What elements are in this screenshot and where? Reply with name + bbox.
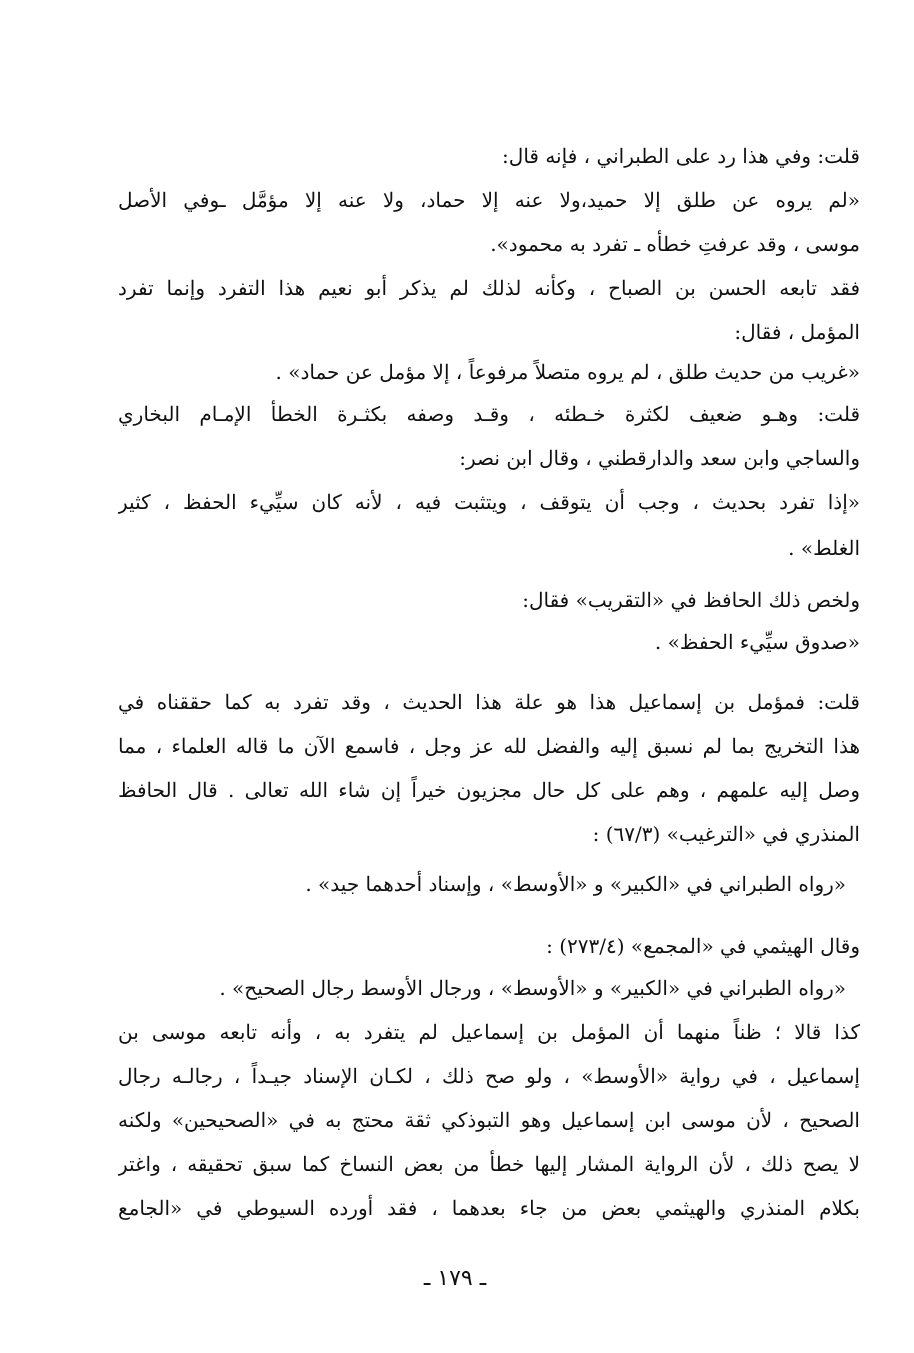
text-line-21: إسماعيل ، في رواية «الأوسط» ، ولو صح ذلك ، لكـان الإسناد جيـداً ، رجالـه رجال <box>118 1064 860 1088</box>
text-line-14: هذا التخريج بما لم نسبق إليه والفضل لله عز وجل ، فاسمع الآن ما قاله العلماء ، مما <box>118 734 860 758</box>
text-line-9: «إذا تفرد بحديث ، وجب أن يتوقف ، ويتثبت فيه ، لأنه كان سيِّيء الحفظ ، كثير <box>118 490 860 514</box>
text-line-8: والساجي وابن سعد والدارقطني ، وقال ابن نصر: <box>459 446 860 470</box>
page-number: ـ ١٧٩ ـ <box>423 1266 487 1291</box>
text-line-3: موسى ، وقد عرفتِ خطأه ـ تفرد به محمود». <box>490 232 860 256</box>
text-line-15: وصل إليه علمهم ، وهم على كل حال مجزيون خيراً إن شاء الله تعالى . قال الحافظ <box>118 778 860 802</box>
text-line-13: قلت: فمؤمل بن إسماعيل هذا هو علة هذا الحديث ، وقد تفرد به كما حققناه في <box>118 690 860 714</box>
text-line-6: «غريب من حديث طلق ، لم يروه متصلاً مرفوعاً ، إلا مؤمل عن حماد» . <box>275 360 860 384</box>
text-line-1: قلت: وفي هذا رد على الطبراني ، فإنه قال: <box>502 144 860 168</box>
text-line-23: لا يصح ذلك ، لأن الرواية المشار إليها خطأ من بعض النساخ كما سبق تحقيقه ، واغتر <box>118 1152 860 1176</box>
text-line-16: المنذري في «الترغيب» (٦٧/٣) : <box>592 822 860 846</box>
text-line-20: كذا قالا ؛ ظناً منهما أن المؤمل بن إسماعيل لم يتفرد به ، وأنه تابعه موسى بن <box>118 1020 860 1044</box>
text-line-5: المؤمل ، فقال: <box>734 320 860 344</box>
text-line-7: قلت: وهـو ضعيف لكثرة خـطئه ، وقـد وصفه بكثـرة الخطأ الإمـام البخاري <box>118 402 860 426</box>
text-line-4: فقد تابعه الحسن بن الصباح ، وكأنه لذلك لم يذكر أبو نعيم هذا التفرد وإنما تفرد <box>118 276 860 300</box>
text-line-24: بكلام المنذري والهيثمي بعض من جاء بعدهما ، فقد أورده السيوطي في «الجامع <box>118 1196 860 1220</box>
text-line-11: ولخص ذلك الحافظ في «التقريب» فقال: <box>522 588 860 612</box>
text-line-2: «لم يروه عن طلق إلا حميد،ولا عنه إلا حماد، ولا عنه إلا مؤمَّل ـوفي الأصل <box>118 188 860 212</box>
text-line-12: «صدوق سيِّيء الحفظ» . <box>654 630 860 654</box>
text-line-22: الصحيح ، لأن موسى ابن إسماعيل وهو التبوذكي ثقة محتج به في «الصحيحين» ولكنه <box>118 1108 860 1132</box>
text-line-10: الغلط» . <box>788 536 860 560</box>
text-line-17: «رواه الطبراني في «الكبير» و «الأوسط» ، وإسناد أحدهما جيد» . <box>305 872 846 896</box>
text-line-18: وقال الهيثمي في «المجمع» (٢٧٣/٤) : <box>546 934 860 958</box>
text-line-19: «رواه الطبراني في «الكبير» و «الأوسط» ، ورجال الأوسط رجال الصحيح» . <box>219 976 846 1000</box>
